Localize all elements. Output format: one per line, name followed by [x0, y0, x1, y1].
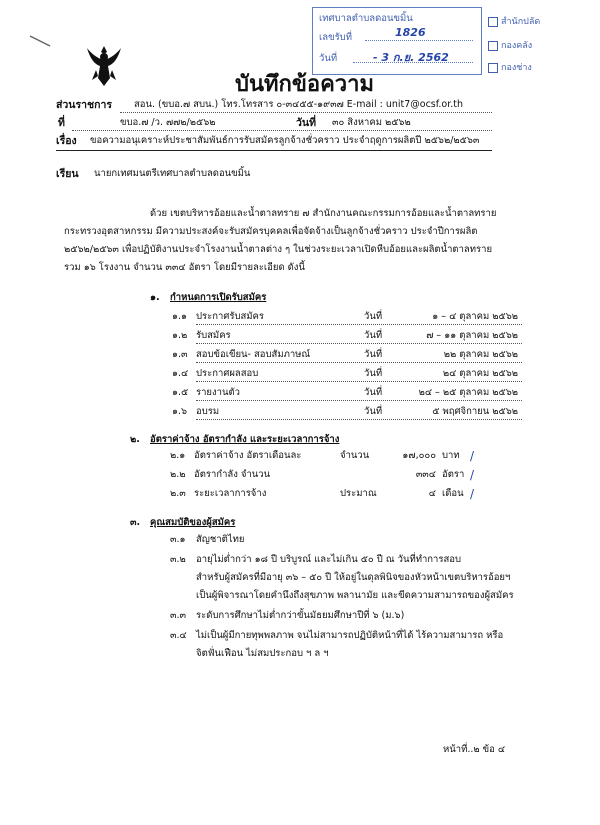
page-footer: หน้าที่..๒ ข้อ ๔: [443, 744, 506, 755]
dept-value: สอน. (ขบอ.๗ สบน.) โทร.โทรสาร ๐-๓๔๕๕-๑๙๓๗ E-mail : unit7@ocsf.or.th: [134, 99, 464, 110]
schedule-item-num: ๑.๕: [172, 387, 189, 398]
qualification-text: สัญชาติไทย: [196, 534, 245, 545]
schedule-item-num: ๑.๒: [172, 330, 188, 341]
schedule-item-num: ๑.๑: [172, 311, 188, 322]
schedule-item-date-label: วันที่: [364, 406, 383, 417]
schedule-item-date-label: วันที่: [364, 368, 383, 379]
schedule-item-label: รับสมัคร: [196, 330, 231, 341]
schedule-item-date: ๒๔ – ๒๕ ตุลาคม ๒๕๖๒: [418, 387, 518, 398]
stamp-recv-no: 1826: [395, 26, 426, 39]
schedule-item-date-label: วันที่: [364, 330, 383, 341]
ref-label: ที่: [58, 117, 65, 129]
qualification-text: ไม่เป็นผู้มีกายทุพพลภาพ จนไม่สามารถปฏิบัติหน้าที่ได้ ไร้ความสามารถ หรือ: [196, 630, 504, 641]
body-line-4: รวม ๑๖ โรงงาน จำนวน ๓๓๔ อัตรา โดยมีรายละเอียด ดังนี้: [64, 262, 305, 273]
schedule-item-date: ๗ – ๑๑ ตุลาคม ๒๕๖๒: [426, 330, 518, 341]
memo-title: บันทึกข้อความ: [235, 72, 375, 97]
schedule-item-num: ๑.๔: [172, 368, 189, 379]
rate-item-value: ๓๓๔: [415, 469, 436, 480]
subject-label: เรื่อง: [56, 135, 77, 147]
dept-label: ส่วนราชการ: [56, 99, 113, 111]
pen-mark: [28, 34, 52, 48]
section3-num: ๓.: [130, 517, 141, 528]
section1-title: กำหนดการเปิดรับสมัคร: [170, 292, 267, 303]
schedule-item-date: ๑ – ๔ ตุลาคม ๒๕๖๒: [432, 311, 518, 322]
schedule-item-label: อบรม: [196, 406, 220, 417]
qualification-num: ๓.๒: [170, 554, 186, 565]
body-line-2: กระทรวงอุตสาหกรรม มีความประสงค์จะรับสมัครบุคคลเพื่อจัดจ้างเป็นลูกจ้างชั่วคราว ประจำปีการผลิต: [64, 226, 478, 237]
schedule-item-date: ๒๔ ตุลาคม ๒๕๖๒: [442, 368, 518, 379]
date-label: วันที่: [296, 117, 316, 129]
body-line-1: ด้วย เขตบริหารอ้อยและน้ำตาลทราย ๗ สำนักงานคณะกรรมการอ้อยและน้ำตาลทราย: [150, 208, 497, 219]
schedule-item-num: ๑.๖: [172, 406, 188, 417]
qualification-text: ระดับการศึกษาไม่ต่ำกว่าขั้นมัธยมศึกษาปีที่ ๖ (ม.๖): [196, 610, 405, 621]
checkbox-icon: [488, 17, 498, 27]
ref-value: ขบอ.๗ /ว. ๗๗๒/๒๕๖๒: [120, 117, 216, 128]
schedule-item-date-label: วันที่: [364, 387, 383, 398]
route-engineering: กองช่าง: [488, 60, 532, 74]
rate-item-value: ๑๗,๐๐๐: [402, 450, 436, 461]
to-value: นายกเทศมนตรีเทศบาลตำบลดอนขมิ้น: [94, 168, 251, 179]
rate-item-num: ๒.๒: [170, 469, 186, 480]
garuda-emblem: [86, 44, 122, 88]
schedule-item-label: สอบข้อเขียน- สอบสัมภาษณ์: [196, 349, 311, 360]
qualification-num: ๓.๓: [170, 610, 187, 621]
checkbox-icon: [488, 41, 498, 51]
schedule-item-label: ประกาศรับสมัคร: [196, 311, 265, 322]
to-label: เรียน: [56, 168, 79, 180]
receipt-stamp: [312, 7, 482, 75]
qualification-num: ๓.๔: [170, 630, 187, 641]
rate-item-num: ๒.๓: [170, 488, 186, 499]
qualification-text: สำหรับผู้สมัครที่มีอายุ ๓๖ – ๕๐ ปี ให้อยู่ในดุลพินิจของหัวหน้าเขตบริหารอ้อยฯ: [196, 572, 511, 583]
schedule-item-label: ประกาศผลสอบ: [196, 368, 259, 379]
section2-num: ๒.: [130, 434, 140, 445]
route-finance: กองคลัง: [488, 38, 532, 52]
rate-item-qualifier: ประมาณ: [340, 488, 377, 499]
stamp-date-label: วันที่: [319, 53, 338, 64]
date-value: ๓๐ สิงหาคม ๒๕๖๒: [332, 117, 411, 128]
rate-item-value: ๔: [428, 488, 436, 499]
schedule-item-num: ๑.๓: [172, 349, 188, 360]
rate-item-label: อัตรากำลัง จำนวน: [194, 469, 271, 480]
subject-value: ขอความอนุเคราะห์ประชาสัมพันธ์การรับสมัครลูกจ้างชั่วคราว ประจำฤดูการผลิตปี ๒๕๖๒/๒๕๖๓: [90, 135, 480, 146]
stamp-date-value: - 3 ก.ย. 2562: [373, 51, 449, 64]
schedule-item-label: รายงานตัว: [196, 387, 240, 398]
schedule-item-date-label: วันที่: [364, 349, 383, 360]
qualification-text: อายุไม่ต่ำกว่า ๑๘ ปี บริบูรณ์ และไม่เกิน ๕๐ ปี ณ วันที่ทำการสอบ: [196, 554, 462, 565]
route-office: สำนักปลัด: [488, 14, 540, 28]
schedule-item-date: ๒๒ ตุลาคม ๒๕๖๒: [443, 349, 518, 360]
qualification-num: ๓.๑: [170, 534, 186, 545]
check-mark-icon: /: [470, 468, 475, 482]
rate-item-unit: เดือน: [442, 488, 464, 499]
stamp-org: เทศบาลตำบลดอนขมิ้น: [319, 13, 413, 24]
rate-item-unit: บาท: [442, 450, 460, 461]
section2-title: อัตราค่าจ้าง อัตรากำลัง และระยะเวลาการจ้าง: [150, 434, 340, 445]
stamp-recv-label: เลขรับที่: [319, 32, 352, 43]
check-mark-icon: /: [470, 487, 475, 501]
section1-num: ๑.: [150, 292, 160, 303]
rate-item-label: ระยะเวลาการจ้าง: [194, 488, 267, 499]
schedule-item-date-label: วันที่: [364, 311, 383, 322]
section3-title: คุณสมบัติของผู้สมัคร: [150, 517, 236, 528]
schedule-item-date: ๕ พฤศจิกายน ๒๕๖๒: [432, 406, 518, 417]
check-mark-icon: /: [470, 449, 475, 463]
body-line-3: ๒๕๖๒/๒๕๖๓ เพื่อปฏิบัติงานประจำโรงงานน้ำตาลต่าง ๆ ในช่วงระยะเวลาเปิดหีบอ้อยและผลิตน้ำตาลทราย: [64, 244, 493, 255]
rate-item-qualifier: จำนวน: [340, 450, 370, 461]
rate-item-num: ๒.๑: [170, 450, 186, 461]
checkbox-icon: [488, 63, 498, 73]
rate-item-label: อัตราค่าจ้าง อัตราเดือนละ: [194, 450, 302, 461]
rate-item-unit: อัตรา: [442, 469, 465, 480]
qualification-text: จิตฟั่นเฟือน ไม่สมประกอบ ฯ ล ฯ: [196, 648, 329, 659]
qualification-text: เป็นผู้พิจารณาโดยคำนึงถึงสุขภาพ พลานามัย และขีดความสามารถของผู้สมัคร: [196, 590, 514, 601]
